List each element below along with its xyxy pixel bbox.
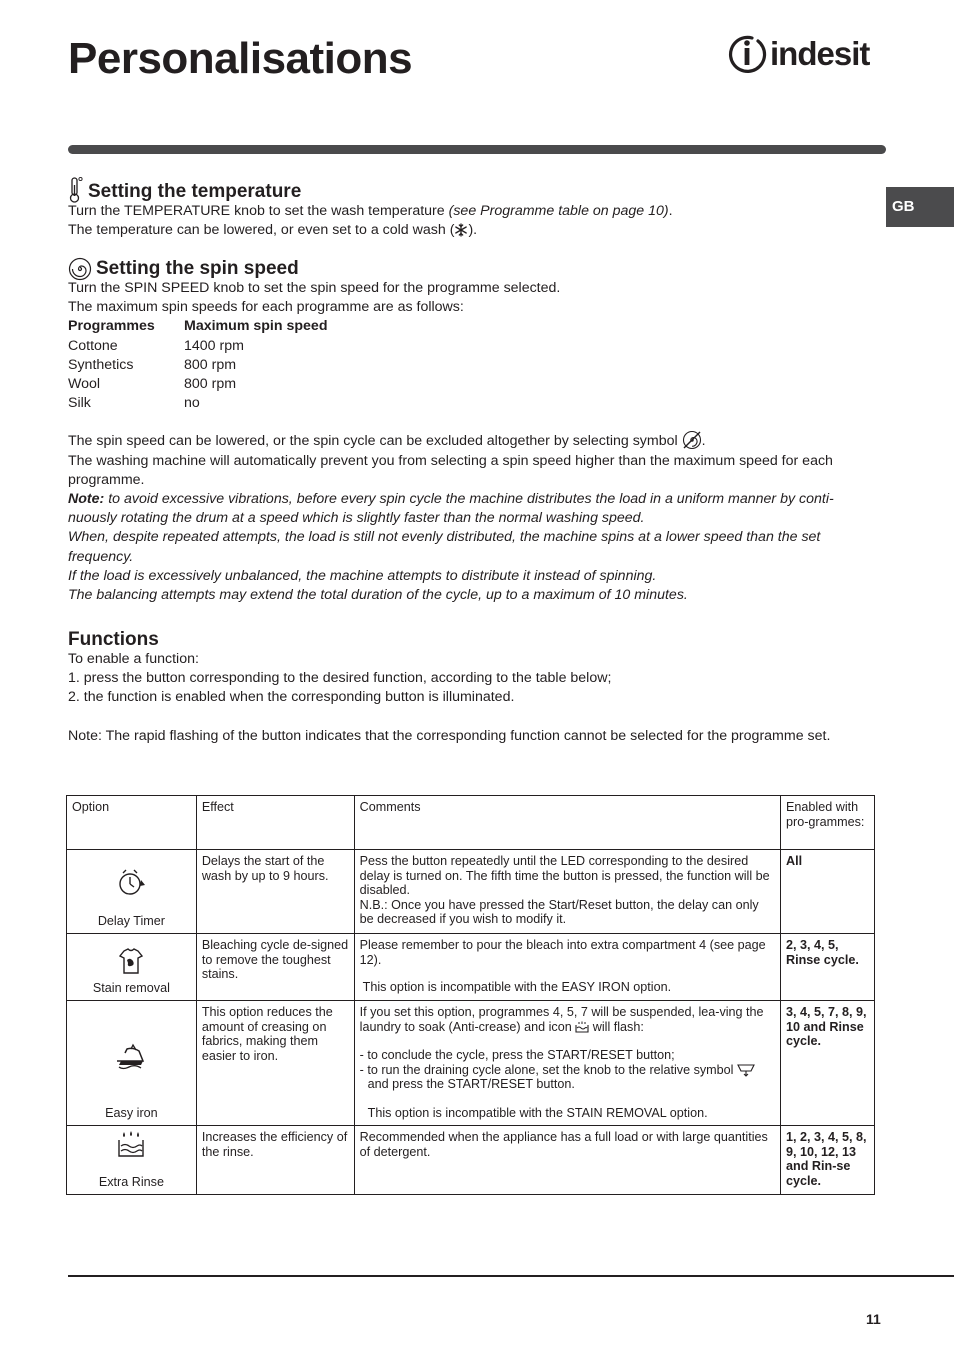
indesit-logo-icon — [726, 33, 768, 75]
spin-table-col-programmes: Programmes — [68, 318, 155, 335]
programme-speed: 800 rpm — [184, 376, 237, 393]
temperature-section — [68, 176, 878, 240]
drain-icon — [737, 1063, 755, 1077]
functions-step1: 1. press the button corresponding to the desired function, according to the table below; — [68, 670, 612, 687]
functions-table — [66, 795, 875, 1195]
table-row — [68, 394, 328, 413]
spin-note-paragraph-2: When, despite repeated attempts, the load is still not evenly distributed, the machine spins at a lower speed than the set frequency. — [68, 529, 821, 565]
stain-removal-icon — [116, 946, 146, 976]
spin-note-text: to avoid excessive vibrations, before every spin cycle the machine distributes the load in a uniform manner by conti-nuously rotating the drum at a speed which is slightly faster than the normal washing speed. — [68, 491, 834, 527]
functions-heading: Functions — [68, 629, 159, 650]
temperature-line1-ref: (see Programme table on page 10) — [448, 203, 669, 219]
effect-extra-rinse: Increases the efficiency of the rinse. — [196, 1126, 354, 1195]
temperature-line2 — [68, 221, 878, 240]
comments-stain-removal — [354, 934, 780, 1001]
temperature-line2-text: The temperature can be lowered, or even set to a cold wash ( — [68, 222, 455, 239]
comment-text-part: will flash: — [592, 1019, 644, 1034]
extra-rinse-icon — [116, 1130, 146, 1158]
col-comments: Comments — [354, 796, 780, 850]
spin-line1: Turn the SPIN SPEED knob to set the spin speed for the programme selected. — [68, 280, 561, 296]
comment-text: Please remember to pour the bleach into extra compartment 4 (see page 12). — [359, 938, 766, 967]
indesit-wordmark: indesit — [770, 35, 870, 72]
comments-extra-rinse: Recommended when the appliance has a full load or with large quantities of detergent. — [354, 1126, 780, 1195]
spin-table-header — [68, 317, 328, 336]
comment-text-part: If you set this option, programmes 4, 5, 7 will be suspended, lea-ving the laundry to soak (Anti-crease) and icon — [359, 1005, 764, 1034]
spin-prevent-paragraph: The washing machine will automatically prevent you from selecting a spin speed higher than the maximum speed for each programme. — [68, 452, 833, 488]
spin-lowered-text: The spin speed can be lowered, or the spin cycle can be excluded altogether by selecting symbol — [68, 433, 678, 450]
indesit-logo — [726, 33, 886, 75]
page-number: 11 — [866, 1311, 881, 1327]
programme-name: Synthetics — [68, 356, 134, 373]
top-rule — [68, 145, 886, 154]
language-tab: GB — [886, 187, 954, 227]
spin-note-paragraph — [68, 490, 878, 528]
comments-easy-iron — [354, 1001, 780, 1126]
thermometer-icon — [68, 176, 84, 204]
effect-easy-iron: This option reduces the amount of creasing on fabrics, making them easier to iron. — [196, 1001, 354, 1126]
option-name: Easy iron — [105, 1106, 158, 1121]
option-name: Stain removal — [92, 981, 170, 996]
table-row — [67, 1126, 875, 1195]
option-easy-iron — [67, 1001, 197, 1126]
functions-note: Note: The rapid flashing of the button indicates that the corresponding function cannot be selected for the programme set. — [68, 727, 831, 744]
comment-text — [360, 1063, 775, 1092]
enabled-extra-rinse: 1, 2, 3, 4, 5, 8, 9, 10, 12, 13 and Rin-se cycle. — [781, 1126, 875, 1195]
spin-speed-icon — [68, 257, 92, 281]
option-name: Delay Timer — [97, 914, 165, 929]
col-option: Option — [67, 796, 197, 850]
comment-text: Pess the button repeatedly until the LED corresponding to the desired delay is turned on. The fifth time the button is pressed, the function will be disabled. — [359, 854, 770, 898]
delay-timer-icon — [114, 868, 148, 898]
spin-line2: The maximum spin speeds for each programme are as follows: — [68, 299, 464, 316]
temperature-line1: Turn the TEMPERATURE knob to set the wash temperature (see Programme table on page 10). — [68, 203, 673, 219]
col-enabled: Enabled with pro-grammes: — [781, 796, 875, 850]
spin-note-paragraph-3: If the load is excessively unbalanced, the machine attempts to distribute it instead of spinning. — [68, 567, 657, 584]
table-row — [68, 375, 328, 394]
spin-heading: Setting the spin speed — [96, 258, 299, 279]
comment-text: N.B.: Once you have pressed the Start/Reset button, the delay can only be decreased if you wish to modify it. — [359, 897, 759, 927]
spin-section — [68, 257, 878, 605]
anti-crease-icon — [575, 1021, 589, 1033]
spin-speed-table — [68, 317, 328, 413]
effect-stain-removal: Bleaching cycle de-signed to remove the toughest stains. — [196, 934, 354, 1001]
comment-text: This option is incompatible with the STAIN REMOVAL option. — [367, 1106, 708, 1121]
spin-lowered-paragraph: The spin speed can be lowered, or the spin cycle can be excluded altogether by selecting symbol . — [68, 432, 878, 451]
cold-wash-icon — [454, 223, 468, 237]
option-delay-timer — [67, 850, 197, 934]
functions-table-header — [67, 796, 875, 850]
enabled-delay-timer: All — [781, 850, 875, 934]
functions-intro: To enable a function: — [68, 651, 199, 667]
functions-section — [68, 628, 878, 746]
easy-iron-icon — [113, 1041, 149, 1073]
no-spin-icon — [682, 430, 702, 450]
programme-name: Wool — [68, 376, 101, 393]
enabled-easy-iron: 3, 4, 5, 7, 8, 9, 10 and Rinse cycle. — [781, 1001, 875, 1126]
comment-text: - to conclude the cycle, press the START/RESET button; — [359, 1048, 675, 1063]
table-row — [67, 1001, 875, 1126]
col-effect: Effect — [196, 796, 354, 850]
table-row — [67, 850, 875, 934]
spin-note-paragraph-4: The balancing attempts may extend the total duration of the cycle, up to a maximum of 10 minutes. — [68, 587, 688, 604]
programme-name: Cottone — [68, 337, 118, 354]
comments-delay-timer — [354, 850, 780, 934]
option-name: Extra Rinse — [98, 1175, 164, 1190]
page-title: Personalisations — [68, 34, 413, 83]
temperature-heading: Setting the temperature — [88, 181, 302, 202]
functions-step2: 2. the function is enabled when the corresponding button is illuminated. — [68, 689, 515, 706]
programme-name: Silk — [68, 395, 91, 412]
table-row — [68, 337, 328, 356]
bottom-rule — [68, 1275, 954, 1277]
spin-table-col-speed: Maximum spin speed — [184, 318, 328, 335]
temperature-line2-end: ). — [468, 222, 478, 239]
comment-text-part: and press the START/RESET button. — [367, 1077, 575, 1092]
spin-note-label: Note: — [68, 491, 105, 508]
option-extra-rinse — [67, 1126, 197, 1195]
comment-text — [360, 1005, 775, 1034]
programme-speed: 800 rpm — [184, 356, 237, 373]
table-row — [68, 356, 328, 375]
programme-speed: 1400 rpm — [184, 337, 244, 354]
effect-delay-timer: Delays the start of the wash by up to 9 hours. — [196, 850, 354, 934]
programme-speed: no — [184, 395, 200, 412]
enabled-stain-removal: 2, 3, 4, 5, Rinse cycle. — [781, 934, 875, 1001]
comment-text: This option is incompatible with the EASY IRON option. — [362, 980, 672, 995]
table-row — [67, 934, 875, 1001]
option-stain-removal — [67, 934, 197, 1001]
comment-text-part: - to run the draining cycle alone, set the knob to the relative symbol — [359, 1062, 734, 1077]
temperature-line1-text: Turn the TEMPERATURE knob to set the wash temperature — [68, 203, 445, 219]
